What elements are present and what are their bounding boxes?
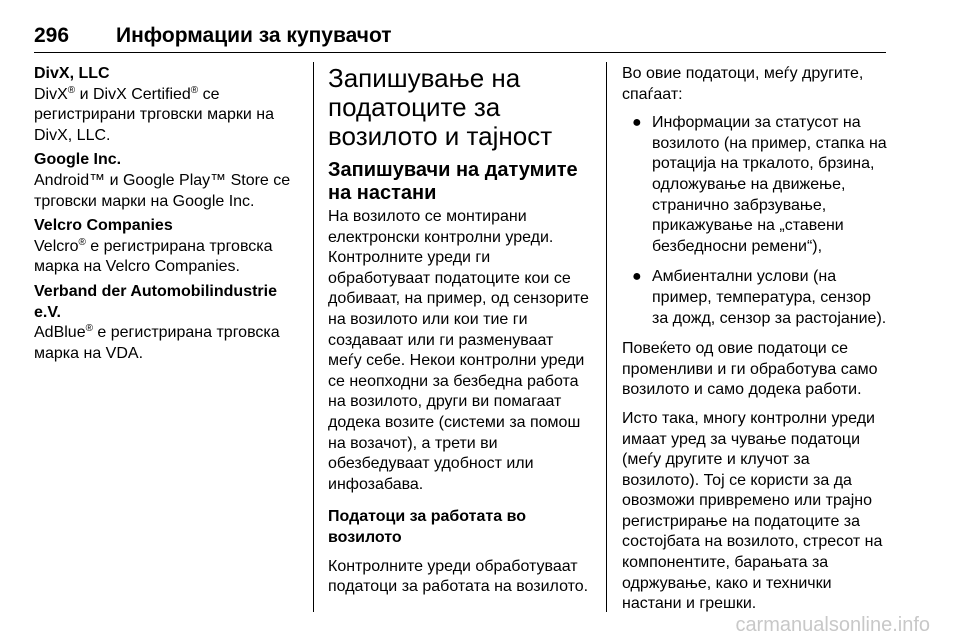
watermark: carmanualsonline.info: [735, 614, 930, 636]
google-title: Google Inc.: [34, 151, 122, 169]
list-item: ● Информации за статусот на возилото (на пример, стапка на ротација на тркалото, брзина, одложување на движење, странично забрзување, прикажување на „ставени безбедносни ремени“),: [632, 114, 887, 255]
vda-text: AdBlue® е регистрирана трговска марка на VDA.: [34, 323, 280, 362]
vda-section: [34, 282, 302, 364]
page-number: 296: [34, 24, 70, 47]
section-heading: Запишување на податоците за возилото и тајност: [328, 63, 553, 151]
bullet-icon: ●: [632, 114, 642, 132]
column-1: [34, 64, 302, 368]
velcro-text: Velcro® е регистрирана трговска марка на Velcro Companies.: [34, 236, 273, 276]
body-paragraph: На возилото се монтирани електронски контролни уреди. Контролните уреди ги обработуваат податоците кои се добиваат, на пример, од сензорите на возилото или кои тие ги создаваат или ги разменуваат меѓу себе. Некои контролни уреди се неопходни за безбедна работа на возилото, други ви помагаат додека возите (системи за помош на возачот), а трети ви обезбедуваат удобност или инфозабава.: [328, 208, 589, 493]
bullet-list: [622, 113, 888, 329]
google-text: Android™ и Google Play™ Store се трговски марки на Google Inc.: [34, 171, 291, 210]
divx-text: DivX® и DivX Certified® се регистрирани трговски марки на DivX, LLC.: [34, 84, 274, 144]
page-title: Информации за купувачот: [116, 24, 392, 47]
column-2: [328, 64, 590, 606]
divx-title: DivX, LLC: [34, 65, 110, 82]
column-divider-2: [606, 62, 607, 612]
google-section: [34, 150, 302, 212]
divx-section: [34, 64, 302, 146]
column-3: [622, 64, 888, 623]
page-header: [34, 18, 886, 53]
body-paragraph-3: Повеќето од овие податоци се променливи и ги обработува само возилото и само додека работи.: [622, 340, 878, 399]
velcro-section: [34, 216, 302, 278]
column-divider-1: [313, 62, 314, 612]
body-paragraph-4: Исто така, многу контролни уреди имаат уред за чување податоци (меѓу другите и клучот за возилото). Тој се користи за да овозможи привремено или трајно регистрирање на податоците за состојбата на возилото, стресот на компонентите, барањата за одржување, како и технички настани и грешки.: [622, 409, 883, 613]
list-item: ● Амбиентални услови (на пример, температура, сензор за дожд, сензор за растојание).: [632, 268, 887, 327]
body-paragraph-2: Контролните уреди обработуваат податоци за работата на возилото.: [328, 557, 589, 596]
vda-title: Verband der Automobilindustrie e.V.: [34, 282, 277, 321]
section-subheading: Запишувачи на датумите на настани: [328, 159, 578, 204]
velcro-title: Velcro Companies: [34, 217, 173, 235]
intro-paragraph: Во овие податоци, меѓу другите, спаѓаат:: [622, 65, 864, 103]
bullet-icon: ●: [632, 268, 642, 286]
section-subheading-2: Податоци за работата во возилото: [328, 508, 526, 546]
